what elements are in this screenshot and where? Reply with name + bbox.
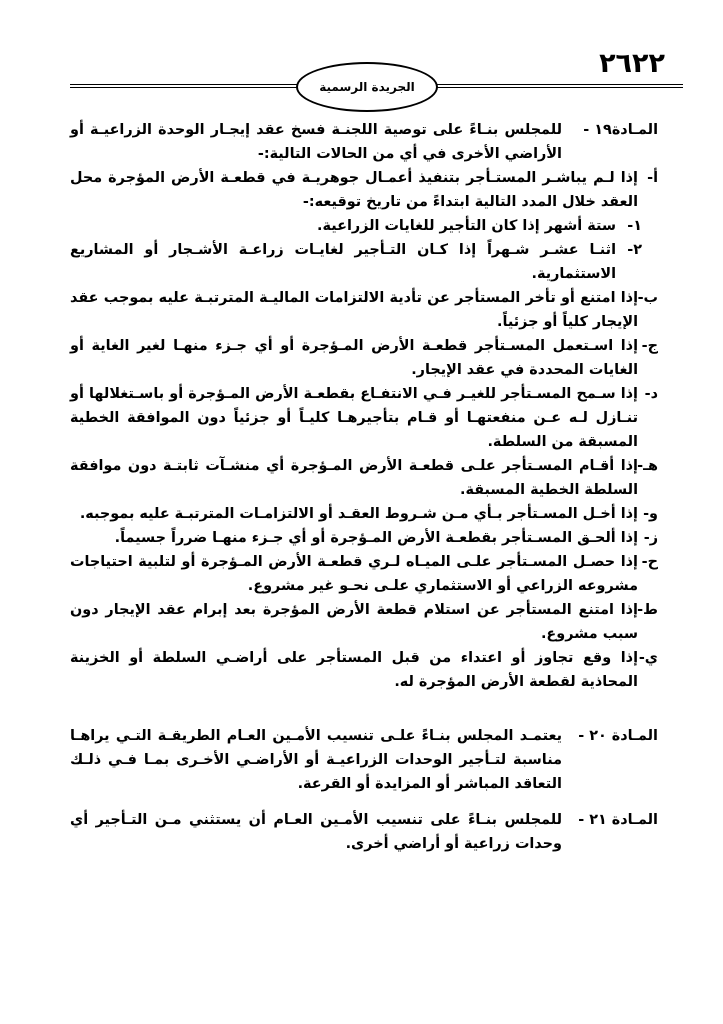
clause-c [70, 334, 658, 382]
page-number: ٢٦٢٢ [599, 48, 665, 79]
clause-b [70, 286, 658, 334]
article-19-label: المـادة١٩ - [583, 122, 658, 138]
sub-item-text: اثنـا عشـر شـهراً إذا كـان التـأجير لغايـات زراعـة الأشـجار أو المشاريع الاستثمارية. [70, 242, 616, 282]
spacer [70, 796, 658, 808]
clause-letter: ط- [637, 602, 658, 618]
sub-item-2 [70, 238, 642, 286]
clause-j [70, 646, 658, 694]
clause-text: إذا أقـام المسـتأجر علـى قطعـة الأرض المـؤجرة أي منشـآت ثابتـة دون موافقة السلطة الخطية المسبقة. [70, 458, 638, 498]
article-21-label: المـادة ٢١ - [578, 812, 658, 828]
clause-text: إذا وقع تجاوز أو اعتداء من قبل المستأجر على أراضـي السلطة أو الخزينة المحاذية لقطعة الأرض المؤجرة له. [70, 650, 638, 690]
clause-letter: ب- [637, 290, 658, 306]
clause-f [70, 502, 658, 526]
article-20 [70, 724, 658, 796]
clause-g [70, 526, 658, 550]
clause-text: إذا امتنع أو تأخر المستأجر عن تأدية الالتزامات الماليـة المترتبـة عليه بموجب عقد الإيجار كلياً أو جزئياً. [70, 290, 638, 330]
clause-text: إذا لـم يباشـر المستـأجر بتنفيذ أعمـال جوهريـة في قطعـة الأرض المؤجرة محل العقد خلال المدد التالية ابتداءً من تاريخ توقيعه:- [70, 170, 638, 210]
article-20-label: المـادة ٢٠ - [578, 728, 658, 744]
sub-item-1 [70, 214, 642, 238]
sub-item-text: ستة أشهر إذا كان التأجير للغايات الزراعية. [317, 218, 616, 234]
clause-letter: هـ- [637, 458, 658, 474]
article-20-text: يعتمـد المجلس بنـاءً علـى تنسيب الأمـين العـام الطريقـة التـي يراهـا مناسبة لتـأجير الوحدات الزراعيـة أو الأراضـي الأخـرى بمـا فـي ذلـك التعاقد المباشر أو المزايدة أو القرعة. [70, 728, 562, 792]
clause-letter: ز- [643, 530, 658, 546]
clause-letter: ح- [641, 554, 658, 570]
spacer [70, 694, 658, 724]
clause-text: إذا امتنع المستأجر عن استلام قطعة الأرض المؤجرة بعد إبرام عقد الإيجار دون سبب مشروع. [70, 602, 638, 642]
clause-letter: و- [643, 506, 658, 522]
clause-letter: ي- [638, 650, 658, 666]
article-19-intro: للمجلس بنـاءً على توصية اللجنـة فسخ عقد إيجـار الوحدة الزراعيـة أو الأراضي الأخرى في أي من الحالات التالية:- [70, 122, 562, 162]
document-body [70, 118, 658, 856]
clause-letter: ج- [641, 338, 658, 354]
clause-d [70, 382, 658, 454]
article-21 [70, 808, 658, 856]
clause-h [70, 550, 658, 598]
clause-letter: أ- [647, 170, 658, 186]
clause-e [70, 454, 658, 502]
gazette-title: الجريدة الرسمية [296, 62, 438, 112]
clause-letter: د- [644, 386, 658, 402]
clause-text: إذا أخـل المسـتأجر بـأي مـن شـروط العقـد أو الالتزامـات المترتبـة عليه بموجبه. [79, 506, 638, 522]
clause-i [70, 598, 658, 646]
clause-a [70, 166, 658, 214]
clause-text: إذا ألحـق المسـتأجر بقطعـة الأرض المـؤجرة أو أي جـزء منهـا ضرراً جسيماً. [114, 530, 638, 546]
clause-text: إذا حصـل المسـتأجر علـى الميـاه لـري قطعـة الأرض المـؤجرة أو لتلبية احتياجات مشروعه الزراعي أو الاستثماري علـى نحـو غير مشروع. [70, 554, 638, 594]
clause-text: إذا سـمح المسـتأجر للغيـر فـي الانتفـاع بقطعـة الأرض المـؤجرة أو باسـتغلالها أو تنـازل لـه عـن منفعتهـا أو قـام بتأجيرهـا كليـاً أو جزئياً دون الموافقة الخطية المسبقة من السلطة. [70, 386, 638, 450]
article-19-clauses [70, 166, 658, 694]
article-19 [70, 118, 658, 166]
clause-text: إذا اسـتعمل المسـتأجر قطعـة الأرض المـؤجرة أو أي جـزء منهـا لغير الغاية أو الغايات المحددة في عقد الإيجار. [70, 338, 638, 378]
sub-item-number: ١- [627, 218, 642, 234]
article-21-text: للمجلس بنـاءً على تنسيب الأمـين العـام أن يستثني مـن التـأجير أي وحدات زراعية أو أراضي أخرى. [70, 812, 562, 852]
sub-item-number: ٢- [627, 242, 642, 258]
